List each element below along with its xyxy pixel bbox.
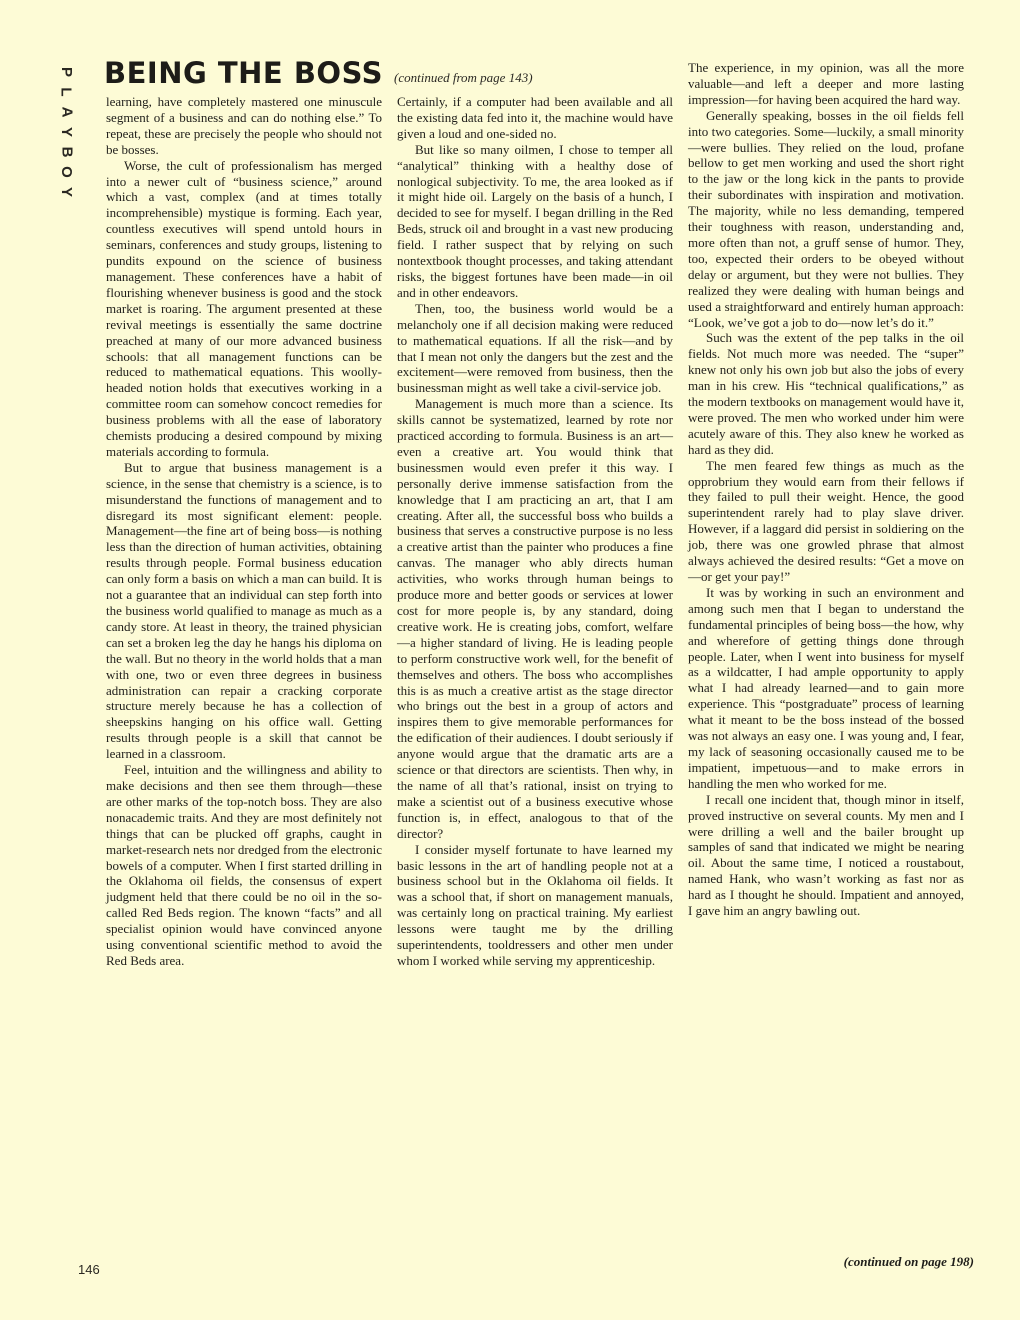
article-paragraph: I recall one incident that, though minor in itself, proved instructive on several counts. My men and I were drilling a well and the bailer brought up samples of sand that indicated we might be nearing oil. About the same time, I noticed a roustabout, named Hank, who wasn’t working as fast nor as hard as I thought he should. Impatient and annoyed, I gave him an angry bawling out. <box>688 791 964 919</box>
article-paragraph: learning, have completely mastered one minuscule segment of a business and can do nothing else.” To repeat, these are precisely the people who should not be bosses. <box>106 94 382 157</box>
magazine-name-letter: B <box>58 146 75 158</box>
article-paragraph: Such was the extent of the pep talks in the oil fields. Not much more was needed. The “super” knew not only his own job but also the jobs of every man in his crew. His “technical qualifications,” as the modern textbooks on management would have it, were proved. The men who worked under him were acutely aware of this. They also knew he worked as hard as they did. <box>688 330 964 457</box>
text-column-2 <box>397 94 673 969</box>
page-number: 146 <box>78 1262 100 1277</box>
magazine-name-letter: Y <box>57 126 75 138</box>
article-paragraph: But to argue that business management is a science, in the sense that chemistry is a science, is to misunderstand the functions of management and to disregard its most significant element: people. Management—the fine art of being boss—is nothing less than the direction of human activities, obtaining results through people. Formal business education can only form a basis on which a man can build. It is not a guarantee that an individual can step forth into the business world qualified to manage as much as a candy store. At least in theory, the trained physician can set a broken leg the day he hangs his diploma on the wall. But no theory in the world holds that a man with one, two or even three degrees in business administration can repair a cracking corporate structure merely because he has a collection of sheepskins hanging on his office wall. Getting results through people is a skill that cannot be learned in a classroom. <box>106 459 382 762</box>
article-paragraph: It was by working in such an environment and among such men that I began to understand the fundamental principles of being boss—the how, why and wherefore of getting things done through people. Later, when I went into business for myself as a wildcatter, I had ample opportunity to apply what I had already learned—and to gain more experience. This “postgraduate” process of learning what it meant to be the boss instead of the bossed was not always an easy one. I was young and, I fear, my lack of seasoning occasionally caused me to be impatient, impetuous—and to make errors in handling the men who worked for me. <box>688 584 964 791</box>
article-paragraph: The men feared few things as much as the opprobrium they would earn from their fellows if they failed to pull their weight. Hence, the good superintendent rarely had to play slave driver. However, if a laggard did persist in soldiering on the job, there was one growled phrase that almost always achieved the desired results: “Get a move on—or get your pay!” <box>688 457 964 584</box>
magazine-name-letter: Y <box>57 186 75 198</box>
article-paragraph: Worse, the cult of professionalism has merged into a newer cult of “business science,” around which a vast, complex (and at times totally incomprehensible) mystique is forming. Each year, countless executives will spend untold hours in seminars, conferences and study groups, listening to pundits expound on the science of business management. These conferences have a habit of flourishing whenever business is good and the stock market is roaring. The argument presented at these revival meetings is essentially the same doctrine preached at many of our more advanced business schools: that all management functions can be reduced to mathematical equations. This woolly-headed notion holds that executives working in a committee room can somehow concoct remedies for business problems with all the ease of laboratory chemists producing a desired compound by mixing materials according to formula. <box>106 157 382 459</box>
text-column-3 <box>688 60 964 919</box>
magazine-name-letter: P <box>57 66 75 78</box>
article-paragraph: Management is much more than a science. Its skills cannot be systematized, learned by rote nor practiced according to formula. Business is an art—even a creative art. You would think that businessmen would even prefer it this way. I personally derive immense satisfaction from the knowledge that I am practicing an art, that I am creating. After all, the successful boss who builds a business that serves a constructive purpose is no less a creative artist than the painter who produces a fine canvas. The manager who ably directs human activities, who works through human beings to produce more and better goods or services at lower cost for more people is, by any standard, doing creative work. He is creating jobs, comfort, welfare—a higher standard of living. He is leading people to perform constructive work well, for the benefit of themselves and others. The boss who accomplishes this is as much a creative artist as the stage director who brings out the best in a group of actors and inspires them to give memorable performances for the edification of their audiences. I doubt seriously if anyone would argue that the dramatic arts are a science or that directors are scientists. Then why, in the name of all that’s rational, insist on trying to make a scientist out of a business executive whose function is, in effect, analogous to that of the director? <box>397 396 673 841</box>
magazine-name-letter: O <box>57 166 75 178</box>
article-paragraph: But like so many oilmen, I chose to temper all “analytical” thinking with a healthy dose of nonlogical subjectivity. To me, the area looked as if it might hide oil. Largely on the basis of a hunch, I decided to see for myself. I began drilling in the Red Beds, struck oil and brought in a vast new producing field. I rather suspect that by relying on such nontextbook thought processes, and taking attendant risks, the biggest fortunes have been made—in oil and in other endeavors. <box>397 141 673 300</box>
continued-on-note: (continued on page 198) <box>843 1254 974 1269</box>
magazine-name-vertical <box>54 62 78 202</box>
magazine-name-letter: L <box>57 87 75 97</box>
article-paragraph: Generally speaking, bosses in the oil fields fell into two categories. Some—luckily, a small minority—were bullies. They relied on the loud, profane bellow to get men working and used the short right to the jaw or the long kick in the pants to provide their subordinates with inspiration and motivation. The majority, while no less demanding, tempered their toughness with reason, understanding and, more often than not, a gruff sense of humor. They, too, expected their orders to be obeyed without delay or argument, but they were not bullies. They realized they were dealing with human beings and used a straightforward and entirely human approach: “Look, we’ve got a job to do—now let’s do it.” <box>688 107 964 330</box>
article-paragraph: Feel, intuition and the willingness and ability to make decisions and then see them through—these are other marks of the top-notch boss. They are also nonacademic traits. And they are most definitely not things that can be plucked off graphs, caught in market-research nets nor dredged from the electronic bowels of a computer. When I first started drilling in the Oklahoma oil fields, the consensus of expert judgment held that there could be no oil in the so-called Red Beds region. The known “facts” and all specialist opinion would have convinced anyone using conventional scientific method to avoid the Red Beds area. <box>106 762 382 968</box>
article-paragraph: Certainly, if a computer had been available and all the existing data fed into it, the machine would have given a loud and one-sided no. <box>397 94 673 141</box>
text-column-1 <box>106 94 382 969</box>
article-paragraph: The experience, in my opinion, was all the more valuable—and left a deeper and more lasting impression—for having been acquired the hard way. <box>688 60 964 107</box>
article-paragraph: Then, too, the business world would be a melancholy one if all decision making were reduced to mathematical equations. If all the risk—and by that I mean not only the dangers but the zest and the excitement—were removed from business, then the businessman might as well take a civil-service job. <box>397 300 673 396</box>
article-title: BEING THE BOSS <box>104 56 384 90</box>
article-paragraph: I consider myself fortunate to have learned my basic lessons in the art of handling people not at a business school but in the Oklahoma oil fields. It was a school that, if short on management manuals, was certainly long on practical training. My earliest lessons were taught me by the drilling superintendents, tooldressers and other men under whom I worked while serving my apprenticeship. <box>397 841 673 968</box>
continued-from-note: (continued from page 143) <box>394 70 533 85</box>
magazine-name-letter: A <box>58 106 75 118</box>
